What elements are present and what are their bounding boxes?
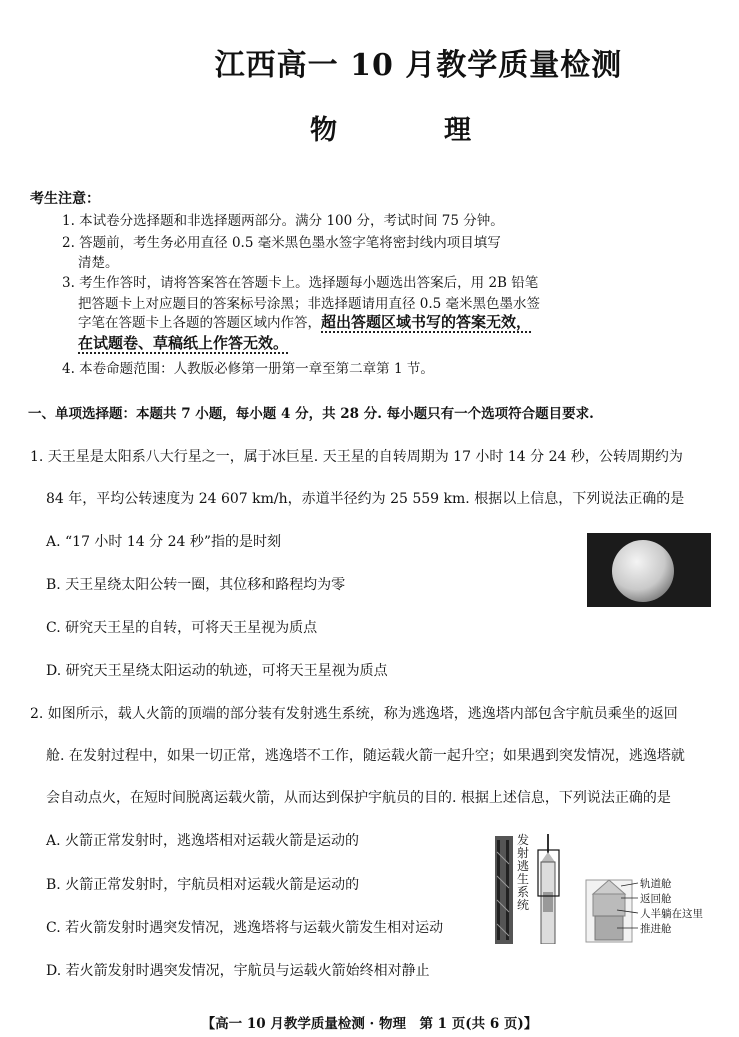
- notice-line-3c-text: 字笔在答题卡上各题的答题区域内作答，: [78, 315, 321, 331]
- exam-title: 江西高一 10 月教学质量检测: [214, 48, 623, 83]
- q2-option-c: C. 若火箭发射时遇突发情况，逃逸塔将与运载火箭发生相对运动: [46, 920, 444, 936]
- notice-line-3d: [78, 332, 288, 353]
- notice-heading: 考生注意：: [30, 191, 100, 207]
- q1-option-a: A. “17 小时 14 分 24 秒”指的是时刻: [46, 534, 282, 550]
- figure-label-orbital-module: 轨道舱: [640, 878, 672, 890]
- q1-option-c: C. 研究天王星的自转，可将天王星视为质点: [46, 620, 318, 636]
- notice-line-3b: 把答题卡上对应题目的答案标号涂黑；非选择题请用直径 0.5 毫米黑色墨水签: [78, 296, 541, 312]
- figure-label-astronaut-seat: 人半躺在这里: [640, 908, 703, 920]
- q1-stem-line-2: 84 年，平均公转速度为 24 607 km/h，赤道半径约为 25 559 km. 根据以上信息，下列说法正确的是: [46, 491, 685, 507]
- notice-line-4: 4. 本卷命题范围：人教版必修第一册第一章至第二章第 1 节。: [62, 361, 434, 377]
- rocket-figure: [493, 832, 711, 944]
- q2-option-d: D. 若火箭发射时遇突发情况，宇航员与运载火箭始终相对静止: [46, 963, 430, 979]
- section-1-heading: 一、单项选择题：本题共 7 小题，每小题 4 分，共 28 分. 每小题只有一个选项符合题目要求.: [28, 406, 594, 422]
- figure-vertical-label: 发射逃生系统: [517, 833, 530, 912]
- notice-line-2b: 清楚。: [78, 255, 119, 271]
- q2-option-a: A. 火箭正常发射时，逃逸塔相对运载火箭是运动的: [46, 833, 360, 849]
- q1-option-d: D. 研究天王星绕太阳运动的轨迹，可将天王星视为质点: [46, 663, 388, 679]
- q1-option-b: B. 天王星绕太阳公转一圈，其位移和路程均为零: [46, 577, 346, 593]
- subject-title: 物 理: [310, 115, 511, 146]
- uranus-image: [587, 533, 711, 607]
- q2-stem-line-3: 会自动点火，在短时间脱离运载火箭，从而达到保护宇航员的目的. 根据上述信息，下列说法正确的是: [46, 790, 671, 806]
- q2-stem-line-2: 舱. 在发射过程中，如果一切正常，逃逸塔不工作，随运载火箭一起升空；如果遇到突发情况，逃逸塔就: [46, 748, 685, 764]
- notice-line-2a: 2. 答题前，考生务必用直径 0.5 毫米黑色墨水签字笔将密封线内项目填写: [62, 235, 501, 251]
- page-footer: 【高一 10 月教学质量检测 · 物理 第 1 页(共 6 页)】: [201, 1016, 538, 1032]
- q1-stem-line-1: 1. 天王星是太阳系八大行星之一，属于冰巨星. 天王星的自转周期为 17 小时 14 分 24 秒，公转周期约为: [30, 449, 683, 465]
- notice-emphasis-1: 超出答题区域书写的答案无效，: [321, 313, 532, 331]
- notice-line-3c: [78, 311, 531, 332]
- notice-line-3a: 3. 考生作答时，请将答案答在答题卡上。选择题每小题选出答案后，用 2B 铅笔: [62, 275, 539, 291]
- q2-option-b: B. 火箭正常发射时，宇航员相对运载火箭是运动的: [46, 877, 360, 893]
- q2-stem-line-1: 2. 如图所示，载人火箭的顶端的部分装有发射逃生系统，称为逃逸塔，逃逸塔内部包含宇航员乘坐的返回: [30, 706, 678, 722]
- figure-label-return-capsule: 返回舱: [640, 893, 672, 905]
- uranus-planet-icon: [587, 533, 711, 607]
- notice-line-1: 1. 本试卷分选择题和非选择题两部分。满分 100 分，考试时间 75 分钟。: [62, 213, 504, 229]
- figure-label-propulsion-module: 推进舱: [640, 923, 672, 935]
- notice-emphasis-2: 在试题卷、草稿纸上作答无效。: [78, 334, 289, 352]
